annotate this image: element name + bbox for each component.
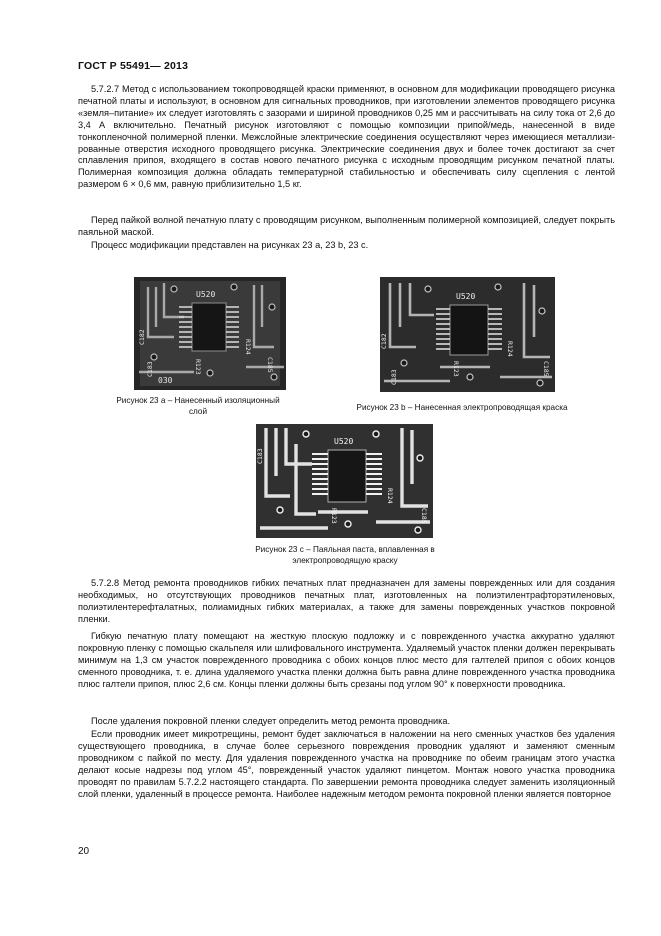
- paragraph-figures-ref: Процесс модификации представлен на рисунках 23 a, 23 b, 23 c.: [91, 240, 369, 250]
- figure-23b-label-c185: C185: [542, 361, 550, 377]
- figure-23a-label-c183: C183: [146, 361, 154, 377]
- paragraph-flexible-board: Гибкую печатную плату помещают на жесткую плоскую подложку и с поврежденного участка аккуратно удаляют покровную пленку с помощью скальпеля или шлифовального инструмента. Удаляемый участок пленки должен перекрывать минимум на 1,3 см участок поврежденного проводника с обоих концов плюс место для галтелей припоя с обоих концов сменного проводника, т. е. длина удаляемого участка пленки должна быть равна длине поврежденного участка проводника плюс галтели припоя, плюс 2,6 см. Концы пленки должны быть срезаны под углом 90° к поверхности проводника.: [78, 631, 615, 689]
- figure-23c-label-r124: R124: [386, 488, 394, 504]
- figure-23c-caption-line1: Рисунок 23 c – Паяльная паста, вплавленная в: [255, 545, 435, 554]
- figure-23c-image: [256, 424, 433, 538]
- paragraph-microcracks: Если проводник имеет микротрещины, ремонт будет заключаться в наложении на него сменных участков без удаления существующего проводника, в случае более серьезного повреждения проводник удаляют и заменяют сменным проводником с пайкой по месту. Для удаления поврежденного участка на проводнике по обеим границам этого участка делают косые надрезы под углом 45°, поврежденный участок удаляют пинцетом. Монтаж нового участка проводника проводят по правилам 5.7.2.2 настоящего стандарта. По завершении ремонта проводника следует заменить изоляционный слой пленки, удаленный в процессе ремонта. Наиболее надежным методом ремонта покровной пленки является повторное: [78, 729, 615, 799]
- figure-23a-label-c185: C185: [266, 357, 274, 373]
- figure-23a-label-r124: R124: [244, 339, 252, 355]
- figure-23a-label-u520: U520: [196, 290, 216, 299]
- figure-23a-label-r123: R123: [194, 359, 202, 375]
- figure-23b-label-c183: C183: [390, 369, 398, 385]
- figure-23c-label-c183: C183: [256, 448, 264, 464]
- figure-23c-label-u520: U520: [334, 437, 354, 446]
- figure-23a-label-c182: C182: [138, 329, 146, 345]
- paragraph-repair-method: После удаления покровной пленки следует определить метод ремонта проводника.: [91, 716, 451, 726]
- figure-23a-caption-line1: Рисунок 23 а – Нанесенный изоляционный: [116, 396, 280, 405]
- paragraph-solder-mask: Перед пайкой волной печатную плату с проводящим рисунком, выполненным полимерной композицией, следует покрыть паяльной маской.: [78, 215, 615, 237]
- figure-23b-label-r123: R123: [452, 361, 460, 377]
- figure-23a-image: [134, 277, 286, 390]
- page-number: 20: [78, 846, 90, 857]
- figure-23b-image: [380, 277, 555, 392]
- figure-23a-caption-line2: слой: [188, 406, 208, 416]
- paragraph-5-7-2-8: 5.7.2.8 Метод ремонта проводников гибких печатных плат предназначен для замены поврежденных или для создания необходимых, но отсутствующих проводников печатных плат, изготовленных на полиэтилентрафторэтиленовых, полиэтилентерефталатных, полиамидных гибких материалах, а также для замены поврежденных участков покровной пленки.: [78, 578, 615, 624]
- figure-23b-label-c182: C182: [380, 333, 388, 349]
- figure-23c-label-c185: C185: [420, 508, 428, 524]
- figure-23a-caption: [84, 396, 312, 417]
- figure-23a-label-030: 030: [158, 376, 173, 385]
- figure-23c-caption-line2: электропроводящую краску: [292, 555, 398, 565]
- figure-23c-caption: [214, 545, 476, 566]
- paragraph-5-7-2-7: 5.7.2.7 Метод с использованием токопроводящей краски применяют, в основном для модификации проводящего рисунка печатной платы и используют, в основном для сигнальных проводников, при изготовлении элементов проводящего рисунка «земля–питание» их следует изготовлять с зазорами и шириной проводников 0,25 мм и рассчитывать на силу тока от 2,6 до 3,4 А включительно. Печатный рисунок изготовляют с помощью композиции припой/медь, нанесенной в виде тонкопленочной полимерной пленки. Межслойные электрические соединения осуществляют через имеющиеся металлизированные отверстия исходного проводящего рисунка. Электрические соединения двух и более точек достигают за счет сплавления припоя, входящего в состав нового печатного рисунка с исходным проводящим рисунком печатной платы. Полимерная композиция должна обладать температурной стабильностью и обеспечивать силу сцепления с лентой размером 6 × 0,6 мм, равную приблизительно 1,5 кг.: [78, 84, 615, 190]
- figure-23c-label-r123: R123: [330, 508, 338, 524]
- figure-23b-label-u520: U520: [456, 292, 476, 301]
- document-header: ГОСТ Р 55491— 2013: [78, 60, 189, 72]
- figure-23b-label-r124: R124: [506, 341, 514, 357]
- figure-23b-caption: Рисунок 23 b – Нанесенная электропроводящая краска: [356, 403, 568, 412]
